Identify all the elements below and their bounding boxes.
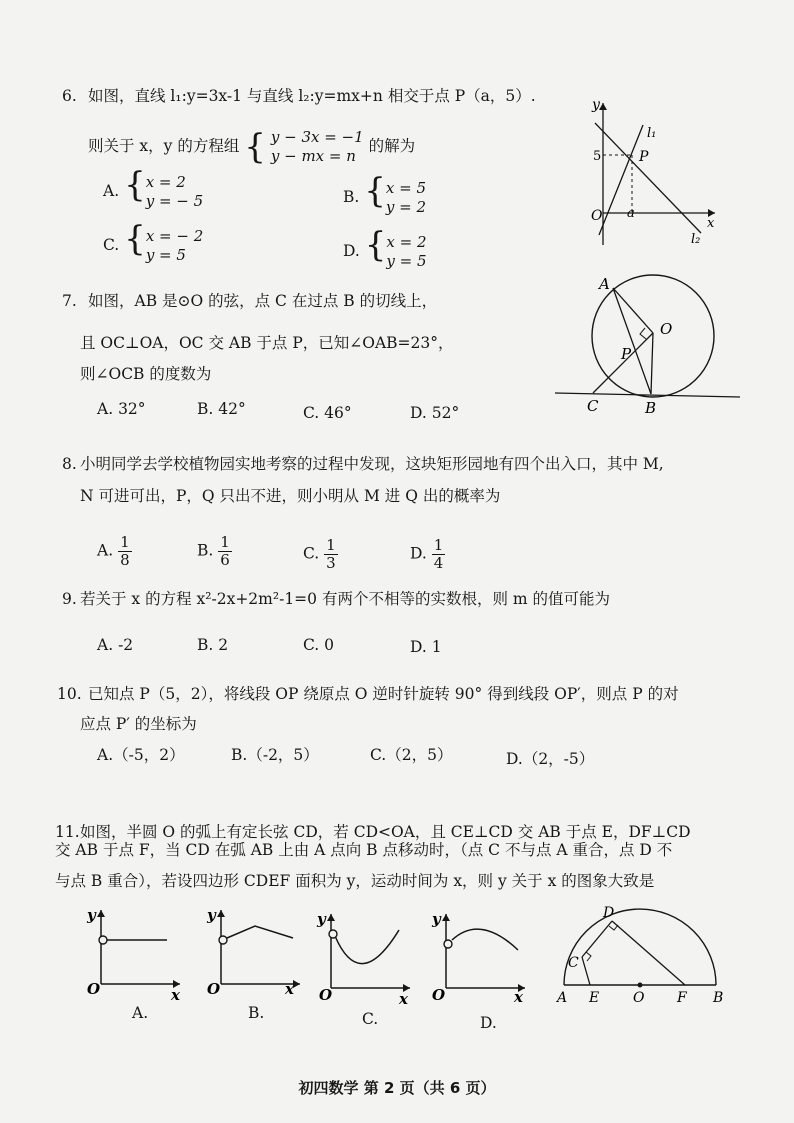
q6-option-d[interactable]: D. { x = 2 y = 5 — [343, 225, 427, 270]
option-text: 2 — [218, 636, 229, 654]
fig-label-f: F — [677, 990, 687, 1006]
q10-option-c[interactable] — [370, 743, 452, 765]
option-text: （2，-5） — [522, 750, 595, 768]
fig-label-c: C — [587, 397, 599, 415]
option-eq: y = 2 — [385, 198, 427, 216]
fig-label-d: D — [603, 905, 615, 921]
option-eq: x = 2 — [145, 173, 186, 191]
option-text: 1 — [431, 638, 442, 656]
fig-label-o: O — [591, 208, 603, 224]
fig-label-b: B — [713, 990, 724, 1006]
question-11-stem-line3: 与点 B 重合），若设四边形 CDEF 面积为 y，运动时间为 x，则 y 关于 x 的图象大致是 — [55, 872, 655, 890]
fraction-numerator: 1 — [120, 533, 130, 551]
q11-graph-c[interactable] — [315, 906, 415, 1006]
option-label: D. — [410, 404, 427, 422]
q9-option-c[interactable] — [303, 636, 334, 654]
option-label: C. — [303, 404, 320, 422]
q10-option-b[interactable] — [231, 743, 319, 765]
q11-option-c-label: C. — [362, 1010, 379, 1028]
question-11-stem-line2: 交 AB 于点 F，当 CD 在弧 AB 上由 A 点向 B 点移动时，（点 C 不与点 A 重合，点 D 不 — [55, 841, 673, 859]
question-10-stem-line1: 已知点 P（5，2），将线段 OP 绕原点 O 逆时针旋转 90° 得到线段 OP′，则点 P 的对 — [88, 685, 679, 703]
option-text: -2 — [118, 636, 134, 654]
question-8-number: 8. — [62, 455, 77, 473]
page-footer: 初四数学 第 2 页（共 6 页） — [298, 1079, 496, 1097]
graph-label-x: x — [399, 990, 408, 1006]
option-label: D. — [410, 638, 427, 656]
graph-label-x: x — [171, 986, 180, 1002]
fraction-numerator: 1 — [326, 536, 336, 554]
fraction-denominator: 3 — [326, 554, 336, 572]
option-label: B. — [343, 188, 360, 206]
option-text: 52° — [431, 404, 460, 422]
question-7-stem-line3: 则∠OCB 的度数为 — [80, 365, 212, 383]
option-text: 42° — [218, 400, 246, 418]
graph-label-o: O — [87, 980, 101, 998]
option-text: （-5，2） — [113, 746, 185, 764]
system-eq-1: y − 3x = −1 — [270, 128, 364, 146]
question-7-stem-line2: 且 OC⊥OA，OC 交 AB 于点 P，已知∠OAB=23°， — [80, 334, 454, 352]
option-text: 32° — [118, 400, 146, 418]
q11-option-b-label: B. — [248, 1004, 265, 1022]
question-10-stem-line2: 应点 P′ 的坐标为 — [80, 715, 197, 733]
fig-label-l2: l₂ — [691, 232, 701, 247]
option-eq: x = 5 — [385, 179, 427, 197]
option-eq: y = 5 — [145, 246, 186, 264]
question-11-number: 11. — [55, 823, 80, 841]
option-eq: x = − 2 — [145, 227, 204, 245]
question-9-stem-line1: 若关于 x 的方程 x²-2x+2m²-1=0 有两个不相等的实数根，则 m 的值可能为 — [80, 590, 611, 608]
option-label: D. — [410, 544, 427, 563]
question-6-number: 6. — [62, 87, 77, 105]
question-6-stem-line2: 则关于 x，y 的方程组 { y − 3x = −1 y − mx = n 的解为 — [88, 127, 416, 167]
option-label: B. — [197, 636, 214, 654]
question-6-prefix: 则关于 x，y 的方程组 — [88, 137, 240, 155]
option-label: A. — [97, 746, 114, 764]
fig-label-p: P — [621, 345, 632, 363]
option-label: C. — [370, 746, 387, 764]
q11-graph-b[interactable] — [205, 902, 305, 1002]
option-text: 0 — [324, 636, 335, 654]
option-eq: x = 2 — [386, 233, 427, 251]
q6-option-c[interactable]: C. { x = − 2 y = 5 — [103, 219, 204, 264]
q7-option-c[interactable] — [303, 404, 352, 422]
q11-graph-d[interactable] — [430, 906, 530, 1006]
q11-option-d-label: D. — [480, 1014, 497, 1032]
question-9-number: 9. — [62, 590, 77, 608]
q10-option-d[interactable] — [506, 747, 594, 769]
option-text: （-2，5） — [247, 746, 319, 764]
fig-label-l1: l₁ — [647, 126, 657, 141]
q6-line-intersection-figure — [575, 95, 725, 250]
q6-option-a[interactable]: A. { x = 2 y = − 5 — [103, 165, 204, 210]
question-11-stem-line1: 如图，半圆 O 的弧上有定长弦 CD，若 CD<OA，且 CE⊥CD 交 AB 于点 E，DF⊥CD — [80, 823, 691, 841]
q8-option-b[interactable] — [197, 534, 232, 569]
option-label: B. — [197, 541, 214, 560]
option-label: C. — [303, 544, 320, 563]
question-10-number: 10. — [57, 685, 82, 703]
graph-label-y: y — [432, 910, 441, 928]
q10-option-a[interactable] — [97, 743, 185, 765]
fig-label-c: C — [568, 955, 579, 971]
option-label: B. — [197, 400, 214, 418]
question-6-stem-line1: 如图，直线 l₁:y=3x-1 与直线 l₂:y=mx+n 相交于点 P（a，5）. — [88, 87, 536, 105]
option-label: A. — [97, 400, 114, 418]
q11-semicircle-figure — [553, 903, 735, 1008]
q7-option-d[interactable] — [410, 404, 459, 422]
fig-label-a: a — [627, 206, 635, 221]
graph-label-y: y — [87, 906, 96, 924]
fig-label-a: A — [557, 990, 568, 1006]
q8-option-c[interactable] — [303, 537, 338, 572]
graph-label-o: O — [432, 986, 446, 1004]
graph-label-o: O — [319, 986, 333, 1004]
option-label: A. — [97, 541, 114, 560]
q9-option-a[interactable] — [97, 636, 133, 654]
fraction-denominator: 8 — [120, 551, 130, 569]
question-7-stem-line1: 如图，AB 是⊙O 的弦，点 C 在过点 B 的切线上， — [88, 292, 438, 310]
option-text: （2，5） — [386, 746, 453, 764]
q11-option-a-label: A. — [132, 1004, 149, 1022]
option-text: 46° — [324, 404, 352, 422]
option-label: B. — [231, 746, 248, 764]
graph-label-y: y — [207, 906, 216, 924]
graph-label-y: y — [317, 910, 326, 928]
question-8-stem-line2: N 可进可出，P，Q 只出不进，则小明从 M 进 Q 出的概率为 — [80, 487, 501, 505]
q9-option-d[interactable] — [410, 638, 442, 656]
graph-label-x: x — [514, 988, 523, 1006]
q8-option-a[interactable] — [97, 534, 132, 569]
option-label: C. — [303, 636, 320, 654]
fig-label-a: A — [599, 275, 610, 293]
option-label: D. — [506, 750, 523, 768]
fraction-denominator: 6 — [220, 551, 230, 569]
q7-circle-tangent-figure — [555, 272, 745, 420]
fig-label-x: x — [707, 216, 715, 231]
system-eq-2: y − mx = n — [270, 147, 356, 165]
question-7-number: 7. — [62, 292, 77, 310]
graph-label-x: x — [285, 980, 294, 998]
option-label: A. — [97, 636, 114, 654]
q7-option-b[interactable] — [197, 400, 246, 418]
fraction-numerator: 1 — [433, 536, 444, 554]
question-6-suffix: 的解为 — [368, 137, 416, 155]
q8-option-d[interactable] — [410, 537, 445, 572]
option-eq: y = 5 — [386, 252, 427, 270]
q9-option-b[interactable] — [197, 636, 228, 654]
fraction-numerator: 1 — [220, 533, 230, 551]
question-8-stem-line1: 小明同学去学校植物园实地考察的过程中发现，这块矩形园地有四个出入口，其中 M, — [80, 455, 664, 473]
fig-label-y: y — [592, 97, 600, 113]
option-label: C. — [103, 236, 120, 254]
q6-option-b[interactable]: B. { x = 5 y = 2 — [343, 171, 427, 216]
fig-label-p: P — [639, 149, 649, 165]
fig-label-o: O — [633, 990, 645, 1006]
option-label: A. — [103, 182, 120, 200]
fig-label-o: O — [660, 320, 673, 338]
option-eq: y = − 5 — [145, 192, 204, 210]
q11-graph-a[interactable] — [85, 902, 185, 1002]
question-6-system — [271, 128, 364, 166]
fig-label-b: B — [645, 399, 657, 417]
fraction-denominator: 4 — [433, 554, 444, 572]
q7-option-a[interactable] — [97, 400, 146, 418]
graph-label-o: O — [207, 980, 221, 998]
fig-label-e: E — [589, 990, 600, 1006]
fig-label-five: 5 — [593, 149, 602, 164]
option-label: D. — [343, 242, 360, 260]
